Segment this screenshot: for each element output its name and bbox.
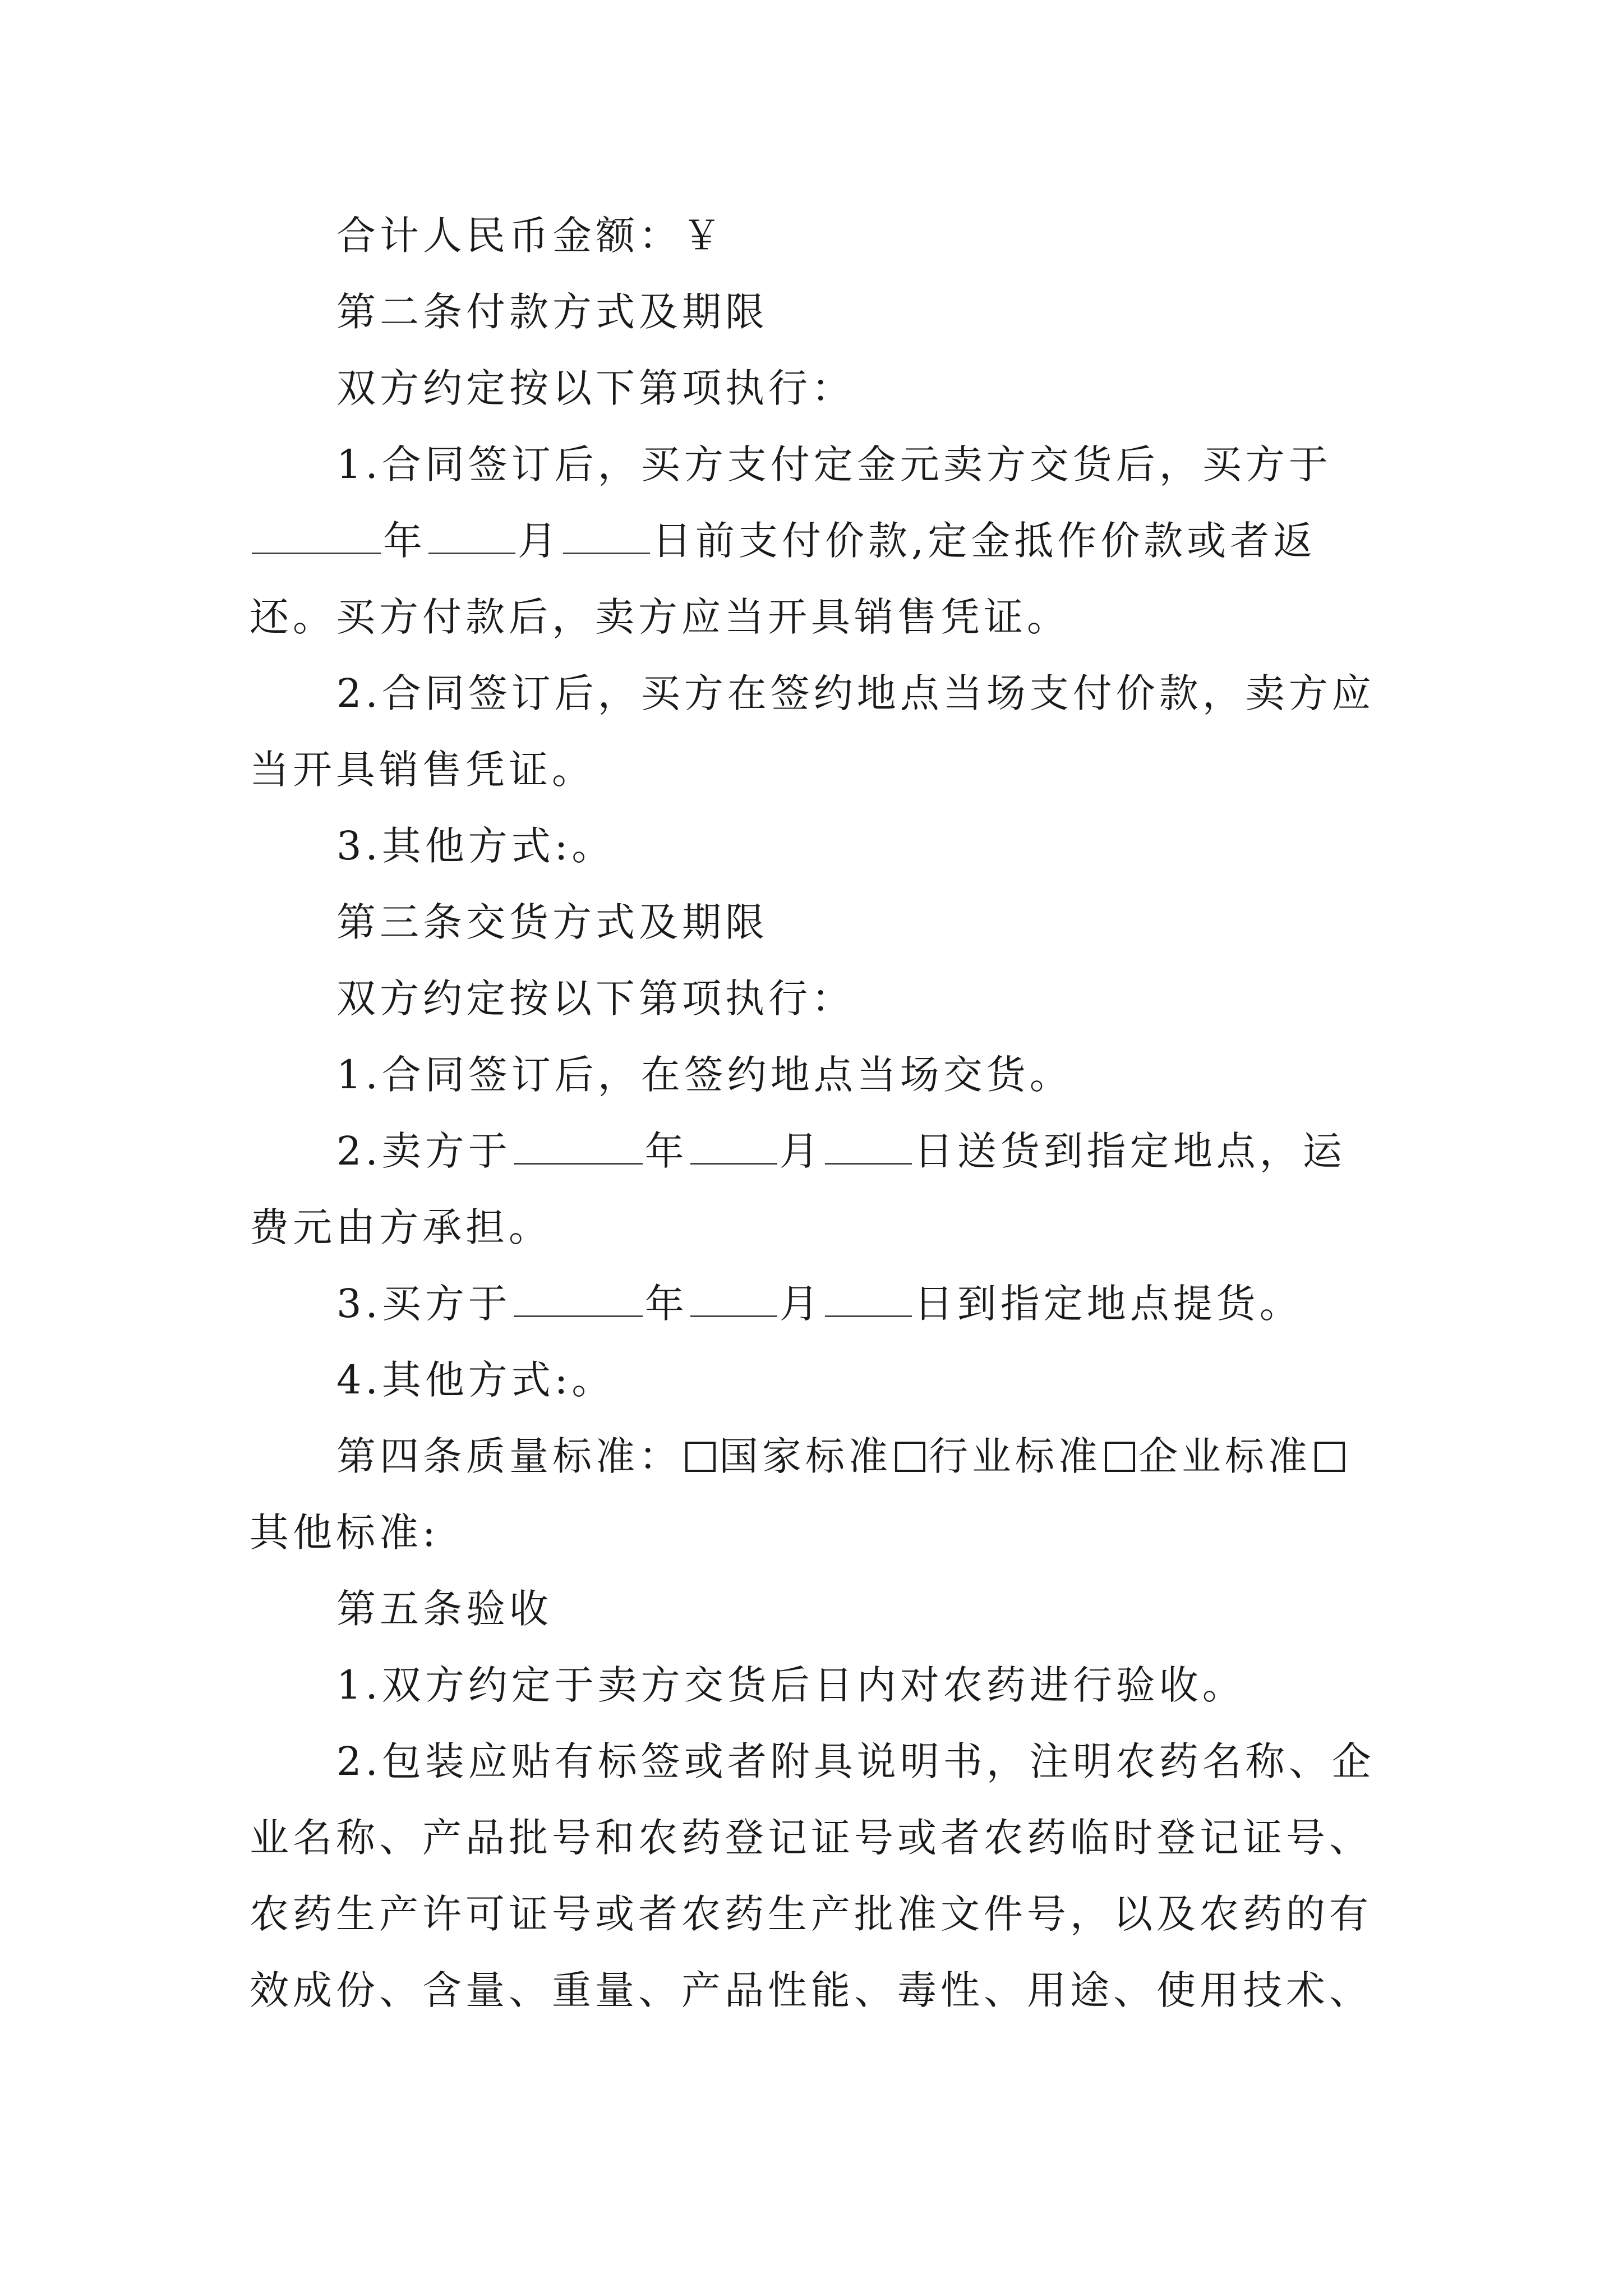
article-2-item-1: 1.合同签订后，买方支付定金元卖方交货后，买方于年 月 日前支付价款,定金抵作价款或者返还。买方付款后，卖方应当开具销售凭证。 [250,441,1332,640]
year-blank [252,518,381,554]
total-amount-line: 合计人民币金额：￥ [336,213,725,259]
article-3-item-2: 2.卖方于 年 月 日送货到指定地点，运费元由方承担。 [250,1128,1346,1250]
checkbox-other-standard[interactable] [1315,1442,1345,1472]
checkbox-industry-standard[interactable] [895,1442,925,1472]
day-blank [563,518,650,554]
article-2-item-2: 2.合同签订后，买方在签约地点当场支付价款，卖方应当开具销售凭证。 [250,670,1375,793]
contract-text [250,197,1388,2028]
month-blank [690,1128,777,1165]
article-3-item-1: 1.合同签订后，在签约地点当场交货。 [336,1052,1073,1098]
article-2-title: 第二条付款方式及期限 [336,289,768,335]
article-5-item-1: 1.双方约定于卖方交货后日内对农药进行验收。 [336,1662,1246,1708]
article-4-quality-standard: 第四条质量标准： 国家标准 行业标准 企业标准其他标准: [250,1418,1388,1571]
article-5-title: 第五条验收 [336,1586,552,1632]
checkbox-enterprise-standard[interactable] [1105,1442,1135,1472]
year-blank [514,1128,643,1165]
day-blank [825,1281,912,1317]
article-3-item-3: 3.买方于 年 月 日到指定地点提货。 [336,1281,1303,1327]
day-blank [825,1128,912,1165]
article-3-intro: 双方约定按以下第项执行： [336,976,855,1022]
month-blank [428,518,515,554]
article-3-title: 第三条交货方式及期限 [336,899,768,945]
article-2-item-3: 3.其他方式:。 [336,823,615,869]
month-blank [690,1281,777,1317]
year-blank [514,1281,643,1317]
checkbox-national-standard[interactable] [685,1442,716,1472]
article-3-item-4: 4.其他方式:。 [336,1357,615,1403]
article-5-item-2: 2.包装应贴有标签或者附具说明书，注明农药名称、企业名称、产品批号和农药登记证号或者农药临时登记证号、农药生产许可证号或者农药生产批准文件号，以及农药的有效成份、含量、重量、产品性能、毒性、用途、使用技术、 [250,1738,1375,2013]
article-2-intro: 双方约定按以下第项执行： [336,365,855,411]
